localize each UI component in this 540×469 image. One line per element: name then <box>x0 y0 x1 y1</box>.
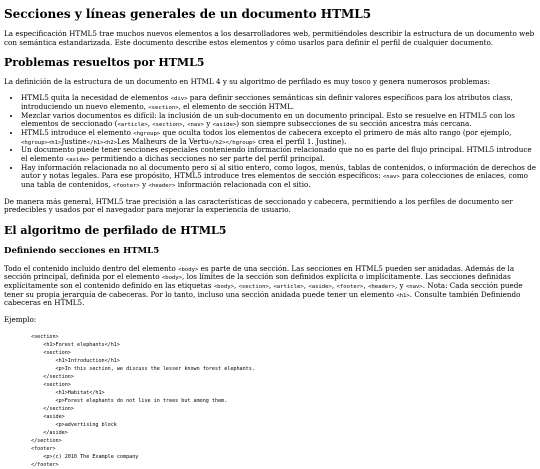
inline-code: <nav> <box>187 122 205 129</box>
text-run: información relacionada con el sitio. <box>175 180 311 190</box>
text-run: HTML5 quita la necesidad de elementos <box>21 93 171 103</box>
list-item <box>21 112 536 129</box>
inline-code: <hgroup><h1> <box>21 139 62 146</box>
text-run: para colecciones de enlaces, como una tabla de contenidos, <box>21 171 529 190</box>
inline-code: <nav> <box>382 174 400 181</box>
text-run: , <box>147 119 153 129</box>
inline-code: <article> <box>117 122 148 129</box>
text-run: HTML5 introduce el elemento <box>21 127 134 137</box>
inline-code: <section> <box>238 283 269 290</box>
defining-sections-paragraph <box>4 265 536 308</box>
text-run: , <box>303 280 309 290</box>
inline-code: <aside> <box>308 283 332 290</box>
inline-code: <h1> <box>396 292 410 299</box>
text-run: Les Malheurs de la Vertu <box>117 136 209 146</box>
inline-code: <article> <box>273 283 304 290</box>
code-example: <section> <h1>Forest elephants</h1> <section> <h1>Introduction</h1> <p>In this section, we discuss the lesser known forest elephants. </section> <section> <h1>Habitat</h1> <p>Forest elephants do not live in trees but among them. </section> <aside> <p>advertising block </aside> </section> <footer> <p>(c) 2010 The Example company </footer> <box>31 333 255 469</box>
inline-code: <footer> <box>112 183 140 190</box>
text-run: Todo el contenido incluido dentro del elemento <box>4 263 179 273</box>
text-run: ) son siempre subsecciones de su sección ancestra más cercana. <box>236 119 472 129</box>
inline-code: <body> <box>178 266 199 273</box>
text-run: , <box>363 280 369 290</box>
inline-code: <body> <box>161 275 183 282</box>
inline-code: <header> <box>148 183 176 190</box>
text-run: y <box>204 119 213 129</box>
list-item <box>21 164 536 190</box>
intro-paragraph: La especificación HTML5 trae muchos nuevos elementos a los desarrolladores web, permitiéndoles describir la estructura de un documento web con semántica estandarizada. Este documento describe estos elementos y cómo usarlos para definir el perfil de cualquier documento. <box>4 29 535 47</box>
inline-code: <div> <box>170 96 188 103</box>
inline-code: <hgroup> <box>133 130 161 137</box>
text-run: es parte de una sección. Las secciones en HTML5 pueden ser anidadas. Además de la sección principal, definida por el elemento <box>4 263 515 282</box>
example-label: Ejemplo: <box>4 315 37 325</box>
inline-code: <aside> <box>65 157 90 163</box>
document <box>0 8 540 469</box>
inline-code: <section> <box>152 122 183 129</box>
text-run: Justine <box>61 136 87 146</box>
text-run: , <box>331 280 337 290</box>
text-run: Mezclar varios documentos es difícil: la inclusión de un sub-documento en un documento principal. Esto se resuelve en HTML5 con los elementos de seccionado ( <box>21 110 515 129</box>
text-run: . Nota: Cada sección puede tener su propia jerarquía de cabeceras. Por lo tanto, incluso una sección anidada puede tener un elemento <box>4 280 523 299</box>
text-run: , <box>233 280 239 290</box>
inline-code: </h1><h2> <box>86 139 118 146</box>
text-run: y <box>139 180 149 190</box>
text-run: que oculta todos los elementos de cabecera excepto el primero de más alto rango (por ejemplo, <box>160 127 512 137</box>
list-item <box>21 146 536 163</box>
inline-code: </h2></hgroup> <box>208 139 256 146</box>
inline-code: <header> <box>368 283 395 290</box>
list-item <box>21 94 536 111</box>
section-heading-problems: Problemas resueltos por HTML5 <box>4 56 205 70</box>
text-run: , los límites de la sección son definidos explícita o implícitamente. Las secciones definidas explícitamente son el contenido definido en las etiquetas <box>4 272 511 290</box>
problems-lead-paragraph: La definición de la estructura de un documento en HTML 4 y su algoritmo de perfilado es muy tosco y genera numerosos problemas: <box>4 76 490 86</box>
text-run: , el elemento de sección HTML. <box>178 101 295 111</box>
text-run: Un documento puede tener secciones especiales conteniendo información relacionado que no es parte del flujo principal. HTML5 introduce el elemento <box>21 145 532 163</box>
text-run: para definir secciones semánticas sin definir valores específicos para los atributos class, introduciendo un nuevo elemento, <box>21 93 513 111</box>
section-heading-algorithm: El algoritmo de perfilado de HTML5 <box>4 224 227 238</box>
inline-code: <section> <box>148 104 179 111</box>
text-run: Hay información relacionada no al documento pero sí al sitio entero, como logos, menús, tablas de contenidos, o información de derechos de autor y notas legales. Para ese propósito, HTML5 introduce tres elementos de sección específicos: <box>21 162 537 181</box>
inline-code: <aside> <box>212 122 237 129</box>
page-title: Secciones y líneas generales de un documento HTML5 <box>4 7 372 21</box>
subsection-heading-defining: Definiendo secciones en HTML5 <box>4 246 160 257</box>
inline-code: <footer> <box>336 283 364 290</box>
text-run: , <box>182 119 188 129</box>
problems-list <box>4 94 536 190</box>
text-run: , y <box>394 280 406 290</box>
text-run: crea el perfil 1. Justine). <box>255 136 347 146</box>
inline-code: <nav> <box>405 283 423 290</box>
text-run: . Consulte también Definiendo cabeceras en HTML5. <box>4 289 521 308</box>
text-run: , <box>268 280 274 290</box>
inline-code: <body> <box>213 283 234 290</box>
problems-outro-paragraph: De manera más general, HTML5 trae precisión a las características de seccionado y cabecera, permitiendo a los perfiles de documento ser predecibles y usados por el navegador para mejorar la experiencia de usuario. <box>4 196 513 215</box>
list-item <box>21 129 536 146</box>
text-run: permitiendo a dichas secciones no ser parte del perfil principal. <box>89 154 325 163</box>
